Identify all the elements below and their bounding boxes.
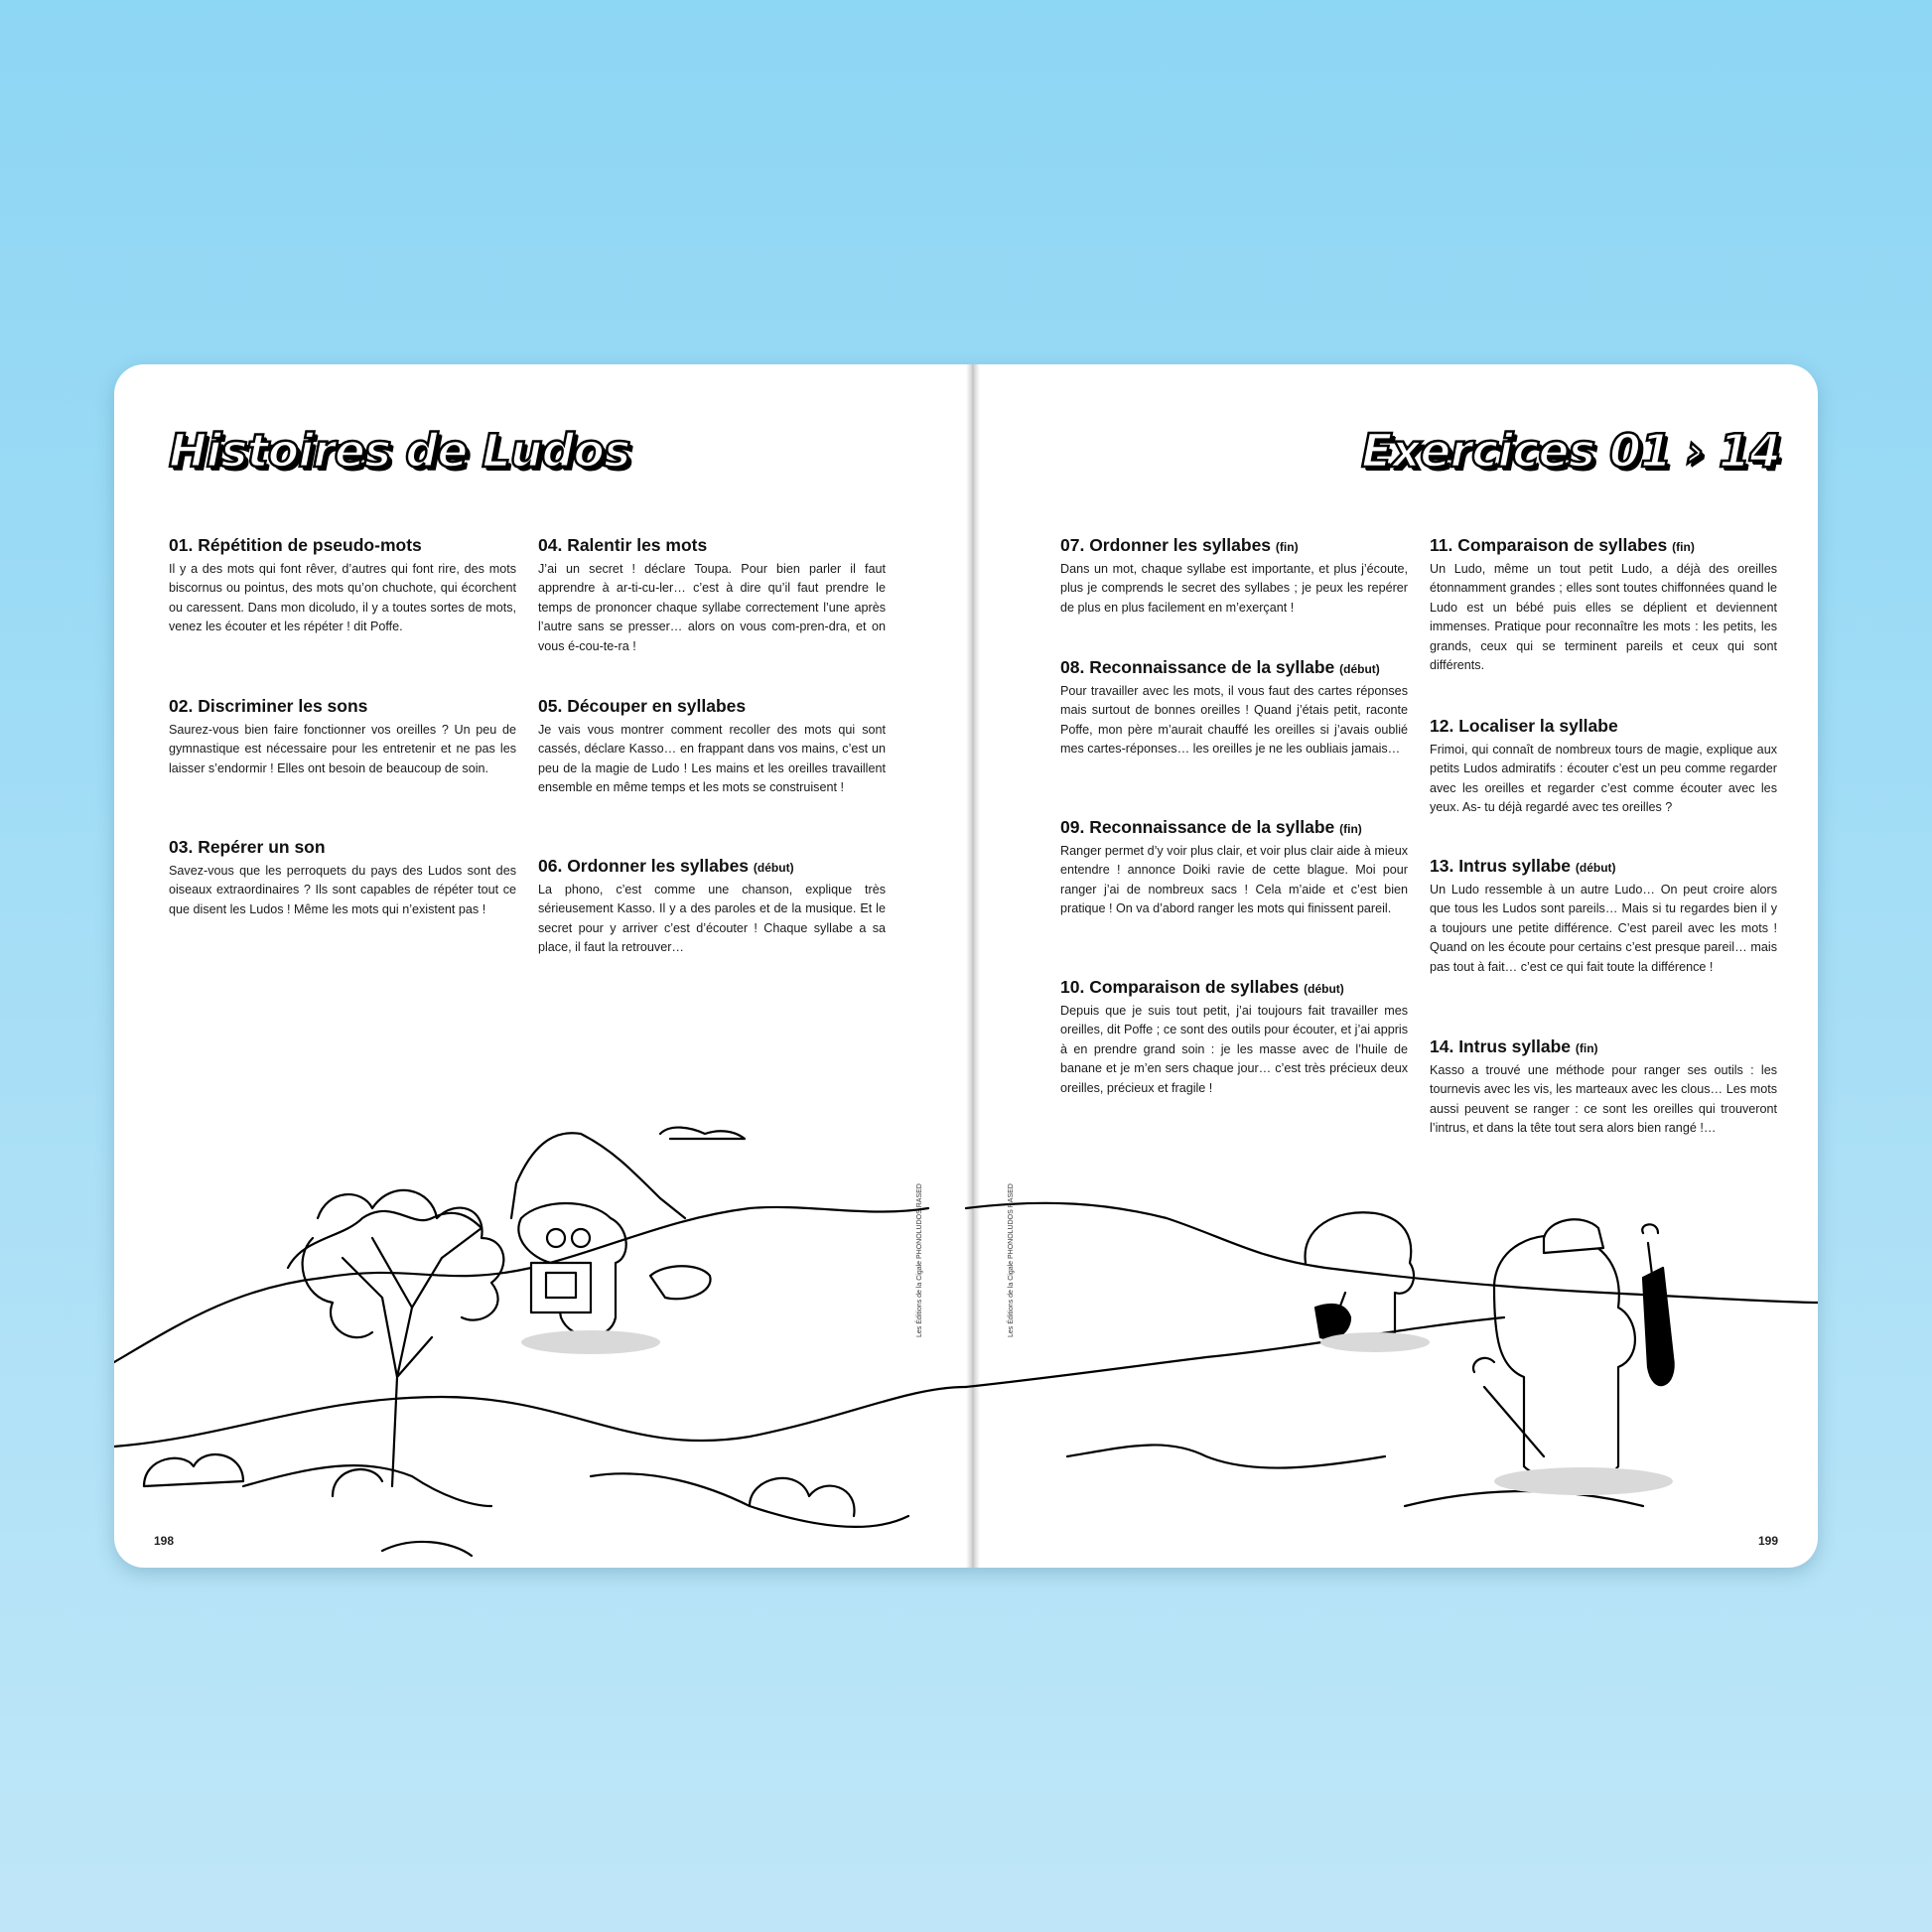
exercise-02 (169, 696, 516, 778)
exercise-09 (1060, 817, 1408, 919)
exercise-text: La phono, c’est comme une chanson, explique très sérieusement Kasso. Il y a des paroles et de la musique. Et le secret pour y arriver c’est d’écouter ! Chaque syllabe a sa place, il faut la retrouver… (538, 883, 886, 955)
exercise-title: 02. Discriminer les sons (169, 696, 368, 716)
left-page-number: 198 (154, 1534, 175, 1548)
exercise-text: Savez-vous que les perroquets du pays des Ludos sont des oiseaux extraordinaires ? Ils sont capables de répéter tout ce que disent les Ludos ! Même les mots qui n’existent pas ! (169, 864, 516, 916)
open-workbook-spread (114, 364, 1818, 1568)
exercise-title: 07. Ordonner les syllabes (fin) (1060, 535, 1299, 555)
exercise-title: 10. Comparaison de syllabes (début) (1060, 977, 1344, 997)
exercise-text: Pour travailler avec les mots, il vous faut des cartes réponses mais surtout de bonnes oreilles ! Quand j’étais petit, raconte Poffe, mon père m’aurait chauffé les oreilles si j’avais oublié mes cartes-réponses… les oreilles je ne les oubliais jamais… (1060, 684, 1408, 757)
book-gutter (966, 364, 980, 1568)
exercise-text: Kasso a trouvé une méthode pour ranger ses outils : les tournevis avec les vis, les marteaux avec les clous… Les mots aussi peuvent se ranger : ce sont les oreilles qui trouveront l’intrus, et dans la tête tout sera alors bien rangé !… (1430, 1063, 1777, 1136)
exercise-10 (1060, 977, 1408, 1098)
exercise-11 (1430, 535, 1777, 675)
exercise-13 (1430, 856, 1777, 977)
right-spine-credit: Les Éditions de la Cigale PHONOLUDOS RASED (1008, 1183, 1015, 1337)
right-page-number: 199 (1757, 1534, 1778, 1548)
exercise-title: 01. Répétition de pseudo-mots (169, 535, 422, 555)
exercise-text: Il y a des mots qui font rêver, d’autres qui font rire, des mots biscornus ou pointus, des mots qu’on chuchote, qui écorchent ou caressent. Dans mon dicoludo, il y a toutes sortes de mots, venez les écouter et les répéter ! dit Poffe. (169, 562, 516, 634)
exercise-title: 11. Comparaison de syllabes (fin) (1430, 535, 1695, 555)
exercise-title: 13. Intrus syllabe (début) (1430, 856, 1616, 876)
exercise-text: Ranger permet d’y voir plus clair, et voir plus clair aide à mieux entendre ! annonce Doiki ravie de cette blague. Moi pour ranger j’ai de nombreux sacs ! Cela m’aide et c’est bien pratique ! On va d’abord ranger les mots qui finissent pareil. (1060, 844, 1408, 916)
exercise-03 (169, 837, 516, 919)
exercise-text: Un Ludo ressemble à un autre Ludo… On peut croire alors que tous les Ludos sont pareils… Mais si tu regardes bien il y a toujours une petite différence. C’est pareil avec les mots ! Quand on les écoute pour certains c’est presque pareil… mais pas tout à fait… c’est ce qui fait toute la différence ! (1430, 883, 1777, 974)
exercise-text: J’ai un secret ! déclare Toupa. Pour bien parler il faut apprendre à ar-ti-cu-ler… c’est à dire qu’il faut prendre le temps de prononcer chaque syllabe correctement l’une après l’autre sans se presser… alors on vous com-pren-dra, et on vous é-cou-te-ra ! (538, 562, 886, 653)
exercise-06 (538, 856, 886, 958)
left-page-title: Histoires de Ludos (169, 424, 630, 478)
exercise-title: 03. Repérer un son (169, 837, 326, 857)
right-page-title: Exercices 01 › 14 (1361, 424, 1780, 478)
exercise-text: Je vais vous montrer comment recoller des mots qui sont cassés, déclare Kasso… en frappant dans vos mains, c’est un peu de la magie de Ludo ! Les mains et les oreilles travaillent ensemble en même temps et les mots se construisent ! (538, 723, 886, 795)
exercise-title: 08. Reconnaissance de la syllabe (début) (1060, 657, 1380, 677)
exercise-text: Dans un mot, chaque syllabe est importante, et plus j’écoute, plus je comprends le secret des syllabes ; je peux les repérer de plus en plus facilement en m’exerçant ! (1060, 562, 1408, 615)
exercise-title: 12. Localiser la syllabe (1430, 716, 1618, 736)
exercise-text: Saurez-vous bien faire fonctionner vos oreilles ? Un peu de gymnastique est nécessaire pour les entretenir et ne pas les laisser s’endormir ! Elles ont besoin de beaucoup de soin. (169, 723, 516, 775)
exercise-title: 09. Reconnaissance de la syllabe (fin) (1060, 817, 1362, 837)
exercise-title: 06. Ordonner les syllabes (début) (538, 856, 794, 876)
exercise-14 (1430, 1036, 1777, 1139)
exercise-08 (1060, 657, 1408, 759)
exercise-05 (538, 696, 886, 798)
exercise-title: 05. Découper en syllabes (538, 696, 747, 716)
exercise-04 (538, 535, 886, 656)
exercise-12 (1430, 716, 1777, 818)
exercise-07 (1060, 535, 1408, 618)
exercise-title: 04. Ralentir les mots (538, 535, 708, 555)
exercise-text: Un Ludo, même un tout petit Ludo, a déjà des oreilles étonnamment grandes ; elles sont toutes chiffonnées quand le Ludo est un bébé puis elles se déplient et deviennent immenses. Pratique pour reconnaître les mots : les petits, les grands, ceux qui se terminent pareils et ceux qui sont différents. (1430, 562, 1777, 673)
exercise-title: 14. Intrus syllabe (fin) (1430, 1036, 1598, 1056)
exercise-01 (169, 535, 516, 637)
exercise-text: Depuis que je suis tout petit, j’ai toujours fait travailler mes oreilles, dit Poffe ; ce sont des outils pour écouter, et j’ai appris à en prendre grand soin : je les masse avec de l’huile de banane et je m’en sers chaque jour… c’est très précieux deux oreilles, précieux et fragile ! (1060, 1004, 1408, 1095)
exercise-text: Frimoi, qui connaît de nombreux tours de magie, explique aux petits Ludos admiratifs : écouter c’est un peu comme regarder avec les oreilles et regarder c’est comme écouter avec les yeux. As- tu déjà regardé avec tes oreilles ? (1430, 743, 1777, 815)
left-spine-credit: Les Éditions de la Cigale PHONOLUDOS RASED (916, 1183, 923, 1337)
